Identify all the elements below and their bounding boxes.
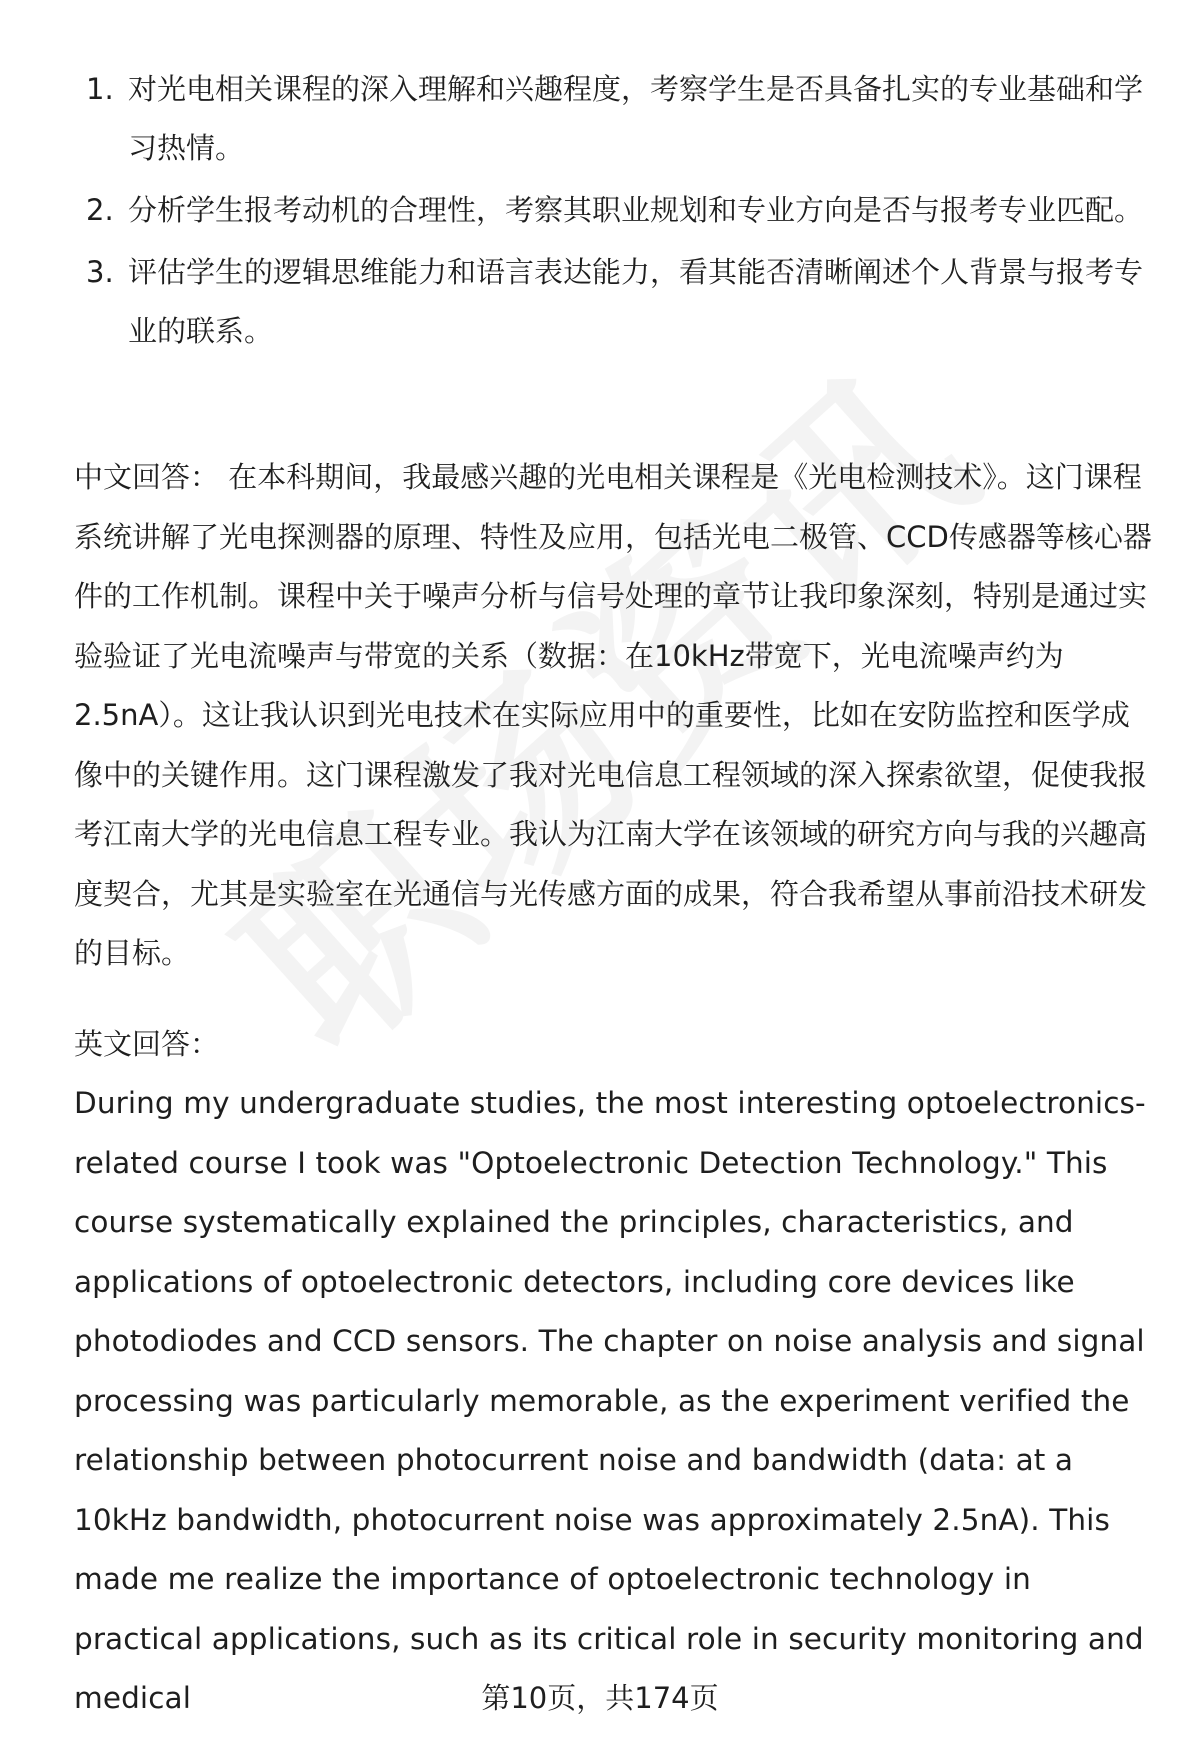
- page-number-footer: 第10页，共174页: [481, 1681, 719, 1715]
- list-item-number: 1.: [86, 72, 114, 106]
- chinese-answer-paragraph: [74, 448, 1156, 984]
- list-item-text: 对光电相关课程的深入理解和兴趣程度，考察学生是否具备扎实的专业基础和学习热情。: [128, 72, 1144, 165]
- list-item-text: 评估学生的逻辑思维能力和语言表达能力，看其能否清晰阐述个人背景与报考专业的联系。: [128, 255, 1144, 348]
- list-item-number: 2.: [86, 193, 114, 227]
- list-item-text: 分析学生报考动机的合理性，考察其职业规划和专业方向是否与报考专业匹配。: [128, 193, 1144, 227]
- list-item: [86, 60, 1156, 178]
- english-answer-text: During my undergraduate studies, the most interesting optoelectronics-related course I took was "Optoelectronic Detection Technology." This course systematically explained the principles, characteristics, and applications of optoelectronic detectors, including core devices like photodiodes and CCD sensors. The chapter on noise analysis and signal processing was particularly memorable, as the experiment verified the relationship between photocurrent noise and bandwidth (data: at a 10kHz bandwidth, photocurrent noise was approximately 2.5nA). This made me realize the importance of optoelectronic technology in practical applications, such as its critical role in security monitoring and medical: [74, 1086, 1146, 1715]
- chinese-answer-label: 中文回答：: [74, 460, 220, 494]
- chinese-answer-text: 在本科期间，我最感兴趣的光电相关课程是《光电检测技术》。这门课程系统讲解了光电探测器的原理、特性及应用，包括光电二极管、CCD传感器等核心器件的工作机制。课程中关于噪声分析与信号处理的章节让我印象深刻，特别是通过实验验证了光电流噪声与带宽的关系（数据：在10kHz带宽下，光电流噪声约为2.5nA）。这让我认识到光电技术在实际应用中的重要性，比如在安防监控和医学成像中的关键作用。这门课程激发了我对光电信息工程领域的深入探索欲望，促使我报考江南大学的光电信息工程专业。我认为江南大学在该领域的研究方向与我的兴趣高度契合，尤其是实验室在光通信与光传感方面的成果，符合我希望从事前沿技术研发的目标。: [74, 460, 1152, 970]
- english-answer-label: 英文回答：: [74, 1027, 220, 1061]
- list-item: [86, 243, 1156, 361]
- intro-list: [86, 60, 1156, 364]
- list-item: [86, 181, 1156, 240]
- list-item-number: 3.: [86, 255, 114, 289]
